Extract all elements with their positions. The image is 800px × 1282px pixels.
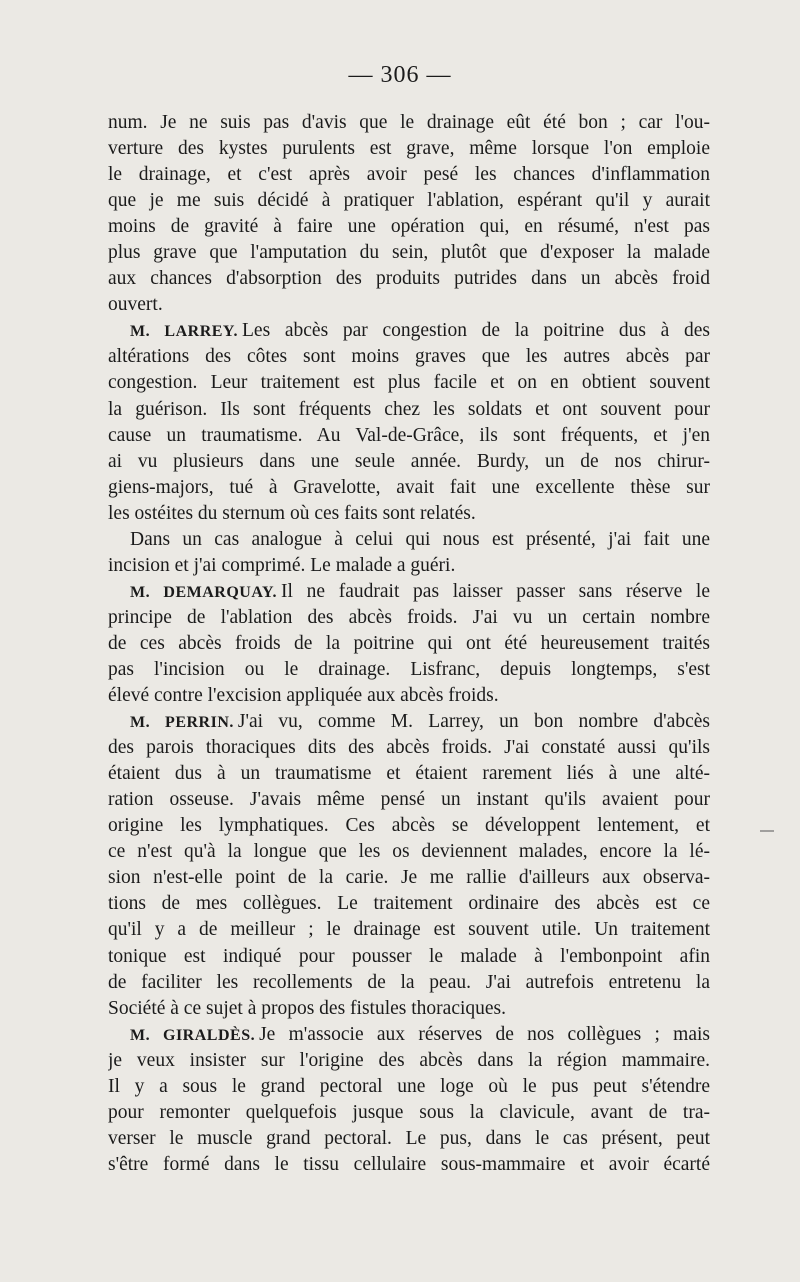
line-text: Je m'associe aux réserves de nos collègues ; mais <box>259 1023 710 1045</box>
speaker-name: M. PERRIN. <box>130 714 234 732</box>
text-line <box>108 761 710 787</box>
text-line <box>108 553 710 579</box>
text-line <box>108 813 710 839</box>
text-line <box>108 370 710 396</box>
line-text: aux chances d'absorption des produits putrides dans un abcès froid <box>108 268 710 290</box>
text-line <box>108 1074 710 1100</box>
text-line <box>108 996 710 1022</box>
line-text: que je me suis décidé à pratiquer l'ablation, espérant qu'il y aurait <box>108 190 710 212</box>
text-line <box>108 917 710 943</box>
line-text: Il y a sous le grand pectoral une loge où le pus peut s'étendre <box>108 1075 710 1097</box>
line-text: de faciliter les recollements de la peau. J'ai autrefois entretenu la <box>108 971 710 993</box>
text-line <box>108 292 710 318</box>
speaker-name: M. LARREY. <box>130 323 239 341</box>
text-line <box>108 787 710 813</box>
text-line <box>108 657 710 683</box>
page-body <box>108 110 710 1178</box>
line-text: qu'il y a de meilleur ; le drainage est souvent utile. Un traitement <box>108 919 710 941</box>
line-text: congestion. Leur traitement est plus facile et on en obtient souvent <box>108 372 710 394</box>
text-line <box>108 527 710 553</box>
line-text: des parois thoraciques dits des abcès froids. J'ai constaté aussi qu'ils <box>108 737 710 759</box>
line-text: Société à ce sujet à propos des fistules thoraciques. <box>108 997 507 1019</box>
text-line <box>108 1048 710 1074</box>
line-text: tions de mes collègues. Le traitement ordinaire des abcès est ce <box>108 893 710 915</box>
text-line <box>108 501 710 527</box>
text-line <box>108 579 710 605</box>
text-line <box>108 891 710 917</box>
line-text: pour remonter quelquefois jusque sous la clavicule, avant de tra- <box>108 1101 710 1123</box>
line-text: origine les lymphatiques. Ces abcès se développent lentement, et <box>108 815 710 837</box>
text-line <box>108 631 710 657</box>
text-line <box>108 709 710 735</box>
speaker-name: M. DEMARQUAY. <box>130 583 278 601</box>
text-line <box>108 449 710 475</box>
line-text: je veux insister sur l'origine des abcès dans la région mammaire. <box>108 1049 710 1071</box>
text-line <box>108 423 710 449</box>
text-line <box>108 318 710 344</box>
text-line <box>108 1126 710 1152</box>
line-text: le drainage, et c'est après avoir pesé les chances d'inflammation <box>108 164 710 186</box>
text-line <box>108 1022 710 1048</box>
line-text: tonique est indiqué pour pousser le malade à l'embonpoint afin <box>108 945 710 967</box>
text-line <box>108 605 710 631</box>
text-line <box>108 865 710 891</box>
line-text: cause un traumatisme. Au Val-de-Grâce, ils sont fréquents, et j'en <box>108 424 710 446</box>
line-text: incision et j'ai comprimé. Le malade a guéri. <box>108 554 456 576</box>
line-text: altérations des côtes sont moins graves que les autres abcès par <box>108 346 710 368</box>
line-text: Dans un cas analogue à celui qui nous est présenté, j'ai fait une <box>130 528 710 550</box>
text-line <box>108 344 710 370</box>
line-text: sion n'est-elle point de la carie. Je me rallie d'ailleurs aux observa- <box>108 867 710 889</box>
margin-mark <box>760 830 774 832</box>
text-line <box>108 110 710 136</box>
line-text: plus grave que l'amputation du sein, plutôt que d'exposer la malade <box>108 242 710 264</box>
text-line <box>108 214 710 240</box>
line-text: verture des kystes purulents est grave, même lorsque l'on emploie <box>108 138 710 160</box>
line-text: étaient dus à un traumatisme et étaient rarement liés à une alté- <box>108 763 710 785</box>
line-text: élevé contre l'excision appliquée aux abcès froids. <box>108 685 499 707</box>
text-line <box>108 136 710 162</box>
line-text: ration osseuse. J'avais même pensé un instant qu'ils avaient pour <box>108 789 710 811</box>
line-text: verser le muscle grand pectoral. Le pus, dans le cas présent, peut <box>108 1127 710 1149</box>
text-line <box>108 475 710 501</box>
page-number: — 306 — <box>348 62 452 88</box>
text-line <box>108 944 710 970</box>
text-line <box>108 970 710 996</box>
text-line <box>108 162 710 188</box>
line-text: de ces abcès froids de la poitrine qui ont été heureusement traités <box>108 632 710 654</box>
text-line <box>108 1100 710 1126</box>
line-text: ce n'est qu'à la longue que les os deviennent malades, encore la lé- <box>108 841 710 863</box>
text-line <box>108 683 710 709</box>
text-line <box>108 839 710 865</box>
line-text: Il ne faudrait pas laisser passer sans réserve le <box>281 580 710 602</box>
text-line <box>108 266 710 292</box>
line-text: giens-majors, tué à Gravelotte, avait fait une excellente thèse sur <box>108 476 710 498</box>
line-text: Les abcès par congestion de la poitrine dus à des <box>242 320 710 342</box>
text-line <box>108 735 710 761</box>
line-text: ouvert. <box>108 294 163 316</box>
speaker-name: M. GIRALDÈS. <box>130 1026 256 1044</box>
line-text: les ostéites du sternum où ces faits sont relatés. <box>108 502 476 524</box>
line-text: la guérison. Ils sont fréquents chez les soldats et ont souvent pour <box>108 398 710 420</box>
line-text: principe de l'ablation des abcès froids. J'ai vu un certain nombre <box>108 606 710 628</box>
text-line <box>108 240 710 266</box>
line-text: s'être formé dans le tissu cellulaire sous-mammaire et avoir écarté <box>108 1153 710 1175</box>
line-text: pas l'incision ou le drainage. Lisfranc, depuis longtemps, s'est <box>108 658 710 680</box>
line-text: moins de gravité à faire une opération qui, en résumé, n'est pas <box>108 216 710 238</box>
text-line <box>108 1152 710 1178</box>
line-text: J'ai vu, comme M. Larrey, un bon nombre d'abcès <box>237 711 710 733</box>
text-line <box>108 397 710 423</box>
line-text: ai vu plusieurs dans une seule année. Burdy, un de nos chirur- <box>108 450 710 472</box>
line-text: num. Je ne suis pas d'avis que le drainage eût été bon ; car l'ou- <box>108 112 710 133</box>
text-line <box>108 188 710 214</box>
